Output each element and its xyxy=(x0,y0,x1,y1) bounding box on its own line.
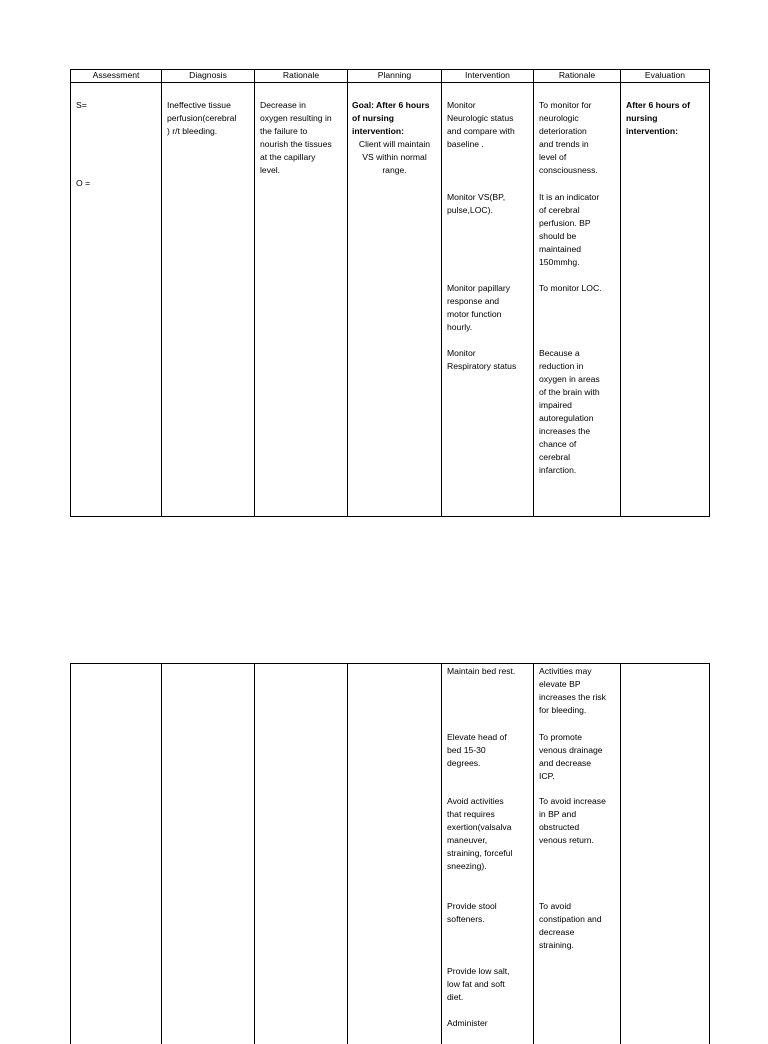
rationale-item: Because a reduction in oxygen in areas of the brain with impaired autoregulation increases the chance of cerebral infarction. xyxy=(539,347,617,477)
intervention-item: Elevate head of bed 15-30 degrees. xyxy=(447,731,530,770)
table-header-row xyxy=(71,70,710,83)
diagnosis-cell xyxy=(162,664,255,1044)
diagnosis-text: Ineffective tissue perfusion(cerebral ) r/t bleeding. xyxy=(167,99,251,138)
rationale-item: To avoid constipation and decrease straining. xyxy=(539,900,617,952)
header-diagnosis: Diagnosis xyxy=(162,70,255,83)
rationale-item: Activities may elevate BP increases the risk for bleeding. xyxy=(539,665,617,717)
header-assessment: Assessment xyxy=(71,70,162,83)
intervention-item: Monitor papillary response and motor function hourly. xyxy=(447,282,530,334)
intervention-item: Avoid activities that requires exertion(valsalva maneuver, straining, forceful sneezing). xyxy=(447,795,530,873)
header-planning: Planning xyxy=(348,70,442,83)
rationale-cell xyxy=(255,83,348,517)
header-rationale: Rationale xyxy=(255,70,348,83)
diagnosis-cell xyxy=(162,83,255,517)
table-row xyxy=(71,664,710,1044)
rationale-item: To promote venous drainage and decrease ICP. xyxy=(539,731,617,783)
intervention-item: Monitor VS(BP, pulse,LOC). xyxy=(447,191,530,217)
rationale-item: To monitor for neurologic deterioration and trends in level of consciousness. xyxy=(539,99,617,177)
care-plan-table-2 xyxy=(70,663,710,1044)
planning-cell xyxy=(348,83,442,517)
intervention-item: Maintain bed rest. xyxy=(447,665,530,678)
intervention-item: Administer xyxy=(447,1017,530,1030)
rationale-item: It is an indicator of cerebral perfusion. BP should be maintained 150mmhg. xyxy=(539,191,617,269)
rationale-2-cell xyxy=(534,664,621,1044)
intervention-cell xyxy=(442,664,534,1044)
intervention-cell xyxy=(442,83,534,517)
rationale-item: To avoid increase in BP and obstructed venous return. xyxy=(539,795,617,847)
rationale-item: To monitor LOC. xyxy=(539,282,617,295)
assessment-cell xyxy=(71,83,162,517)
planning-goal: Goal: After 6 hours of nursing intervention: xyxy=(352,99,439,138)
header-rationale-2: Rationale xyxy=(534,70,621,83)
intervention-item: Monitor Respiratory status xyxy=(447,347,530,373)
rationale-2-cell xyxy=(534,83,621,517)
intervention-item: Monitor Neurologic status and compare with baseline . xyxy=(447,99,530,151)
rationale-cell xyxy=(255,664,348,1044)
header-evaluation: Evaluation xyxy=(621,70,710,83)
evaluation-text: After 6 hours of nursing intervention: xyxy=(626,99,706,138)
intervention-item: Provide low salt, low fat and soft diet. xyxy=(447,965,530,1004)
assessment-cell xyxy=(71,664,162,1044)
header-intervention: Intervention xyxy=(442,70,534,83)
assessment-objective: O = xyxy=(76,177,158,190)
care-plan-table-1 xyxy=(70,69,710,517)
rationale-text: Decrease in oxygen resulting in the failure to nourish the tissues at the capillary level. xyxy=(260,99,344,177)
assessment-subjective: S= xyxy=(76,99,158,112)
planning-text: Client will maintain VS within normal range. xyxy=(350,138,439,177)
evaluation-cell xyxy=(621,83,710,517)
intervention-item: Provide stool softeners. xyxy=(447,900,530,926)
planning-cell xyxy=(348,664,442,1044)
table-row xyxy=(71,83,710,517)
evaluation-cell xyxy=(621,664,710,1044)
